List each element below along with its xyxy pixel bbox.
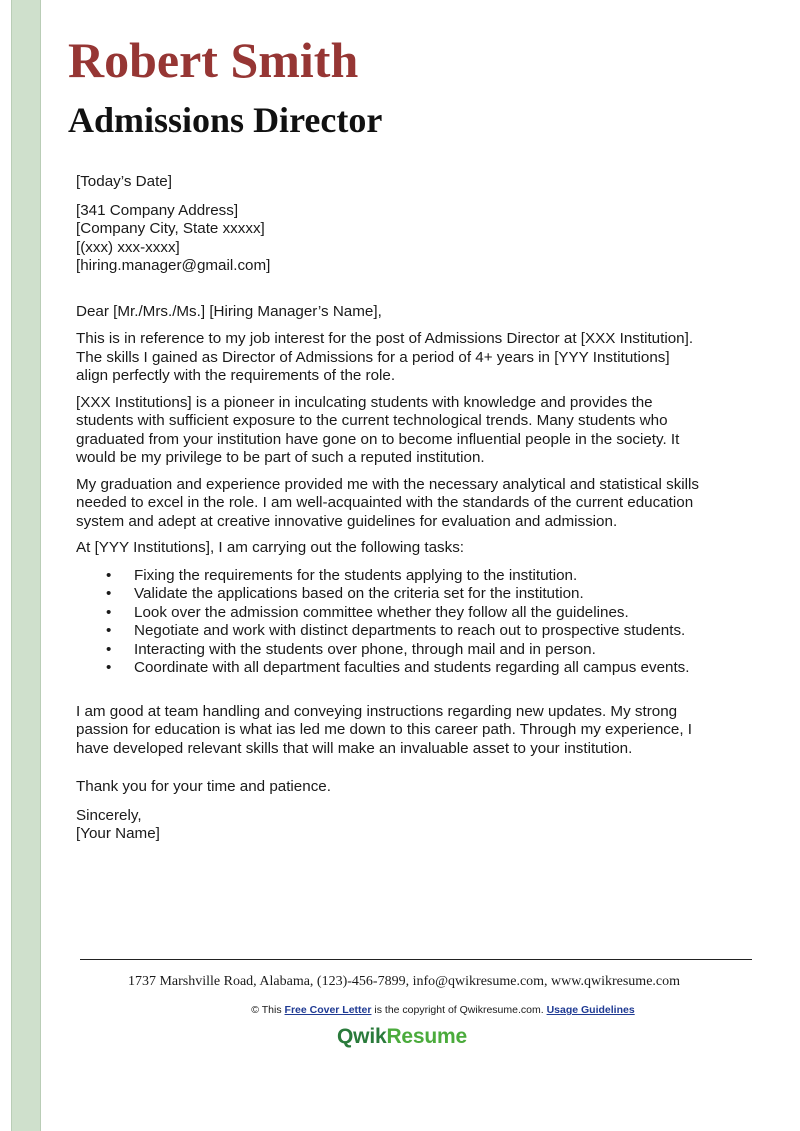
- logo-part-qwik: Qwik: [337, 1025, 387, 1048]
- text-line: align perfectly with the requirements of the role.: [76, 367, 396, 384]
- paragraph-institution: [76, 394, 756, 468]
- list-item-text: Validate the applications based on the criteria set for the institution.: [134, 585, 584, 602]
- job-title: Admissions Director: [68, 100, 383, 140]
- address-line: [(xxx) xxx-xxxx]: [76, 238, 180, 256]
- list-item: [76, 604, 756, 623]
- copyright-prefix: © This: [251, 1004, 282, 1016]
- paragraph-experience: [76, 476, 756, 532]
- tasks-list: [76, 567, 756, 678]
- bullet-icon: •: [106, 659, 112, 676]
- signature: [Your Name]: [76, 825, 160, 842]
- list-item: [76, 567, 756, 586]
- copyright-notice: [0, 1004, 800, 1016]
- tasks-intro: At [YYY Institutions], I am carrying out the following tasks:: [76, 539, 465, 556]
- text-line: I am good at team handling and conveying instructions regarding new updates. My strong: [76, 702, 678, 720]
- list-item-text: Coordinate with all department faculties and students regarding all campus events.: [134, 659, 690, 676]
- paragraph-intro: [76, 330, 756, 386]
- text-line: This is in reference to my job interest for the post of Admissions Director at [XXX Institution].: [76, 330, 694, 347]
- letter-body: [76, 173, 756, 844]
- recipient-address: [76, 202, 756, 276]
- bullet-icon: •: [106, 585, 112, 602]
- list-item: [76, 585, 756, 604]
- address-line: [hiring.manager@gmail.com]: [76, 257, 271, 274]
- list-item-text: Fixing the requirements for the students applying to the institution.: [134, 566, 578, 584]
- thanks-line: Thank you for your time and patience.: [76, 778, 331, 795]
- text-line: passion for education is what ias led me down to this career path. Through my experience, I: [76, 721, 692, 738]
- address-line: [341 Company Address]: [76, 201, 239, 219]
- list-item-text: Look over the admission committee whether they follow all the guidelines.: [134, 603, 629, 621]
- bullet-icon: •: [106, 566, 112, 584]
- bullet-icon: •: [106, 640, 112, 658]
- applicant-name: Robert Smith: [68, 32, 359, 88]
- text-line: system and adept at creative innovative guidelines for evaluation and admission.: [76, 512, 618, 530]
- decorative-side-bar: [11, 0, 41, 1131]
- text-line: students with sufficient exposure to the current technological trends. Many students who: [76, 412, 668, 429]
- text-line: [XXX Institutions] is a pioneer in inculcating students with knowledge and provides the: [76, 393, 653, 411]
- bullet-icon: •: [106, 603, 112, 621]
- copyright-middle: is the copyright of Qwikresume.com.: [374, 1004, 544, 1016]
- list-item-text: Interacting with the students over phone, through mail and in person.: [134, 640, 596, 658]
- footer-divider: [80, 959, 752, 960]
- text-line: My graduation and experience provided me with the necessary analytical and statistical skills: [76, 475, 700, 493]
- text-line: have developed relevant skills that will make an invaluable asset to your institution.: [76, 739, 633, 757]
- list-item: [76, 641, 756, 660]
- closing: Sincerely,: [76, 806, 142, 824]
- text-line: graduated from your institution have gone on to become influential people in the society. It: [76, 430, 680, 448]
- salutation: Dear [Mr./Mrs./Ms.] [Hiring Manager’s Name],: [76, 302, 382, 320]
- list-item: [76, 659, 756, 678]
- address-line: [Company City, State xxxxx]: [76, 220, 265, 237]
- list-item-text: Negotiate and work with distinct departments to reach out to prospective students.: [134, 622, 686, 639]
- text-line: needed to excel in the role. I am well-acquainted with the standards of the current education: [76, 494, 694, 511]
- paragraph-closing: [76, 703, 756, 759]
- footer-contact: 1737 Marshville Road, Alabama, (123)-456-7899, info@qwikresume.com, www.qwikresume.com: [127, 974, 681, 989]
- list-item: [76, 622, 756, 641]
- usage-guidelines-link[interactable]: Usage Guidelines: [546, 1004, 635, 1016]
- text-line: The skills I gained as Director of Admissions for a period of 4+ years in [YYY Institutions]: [76, 348, 670, 366]
- bullet-icon: •: [106, 622, 112, 639]
- letter-date: [Today’s Date]: [76, 173, 172, 190]
- qwikresume-logo[interactable]: [0, 1025, 800, 1049]
- free-cover-letter-link[interactable]: Free Cover Letter: [284, 1004, 372, 1016]
- text-line: would be my privilege to be part of such a reputed institution.: [76, 449, 485, 466]
- logo-part-resume: Resume: [386, 1025, 467, 1048]
